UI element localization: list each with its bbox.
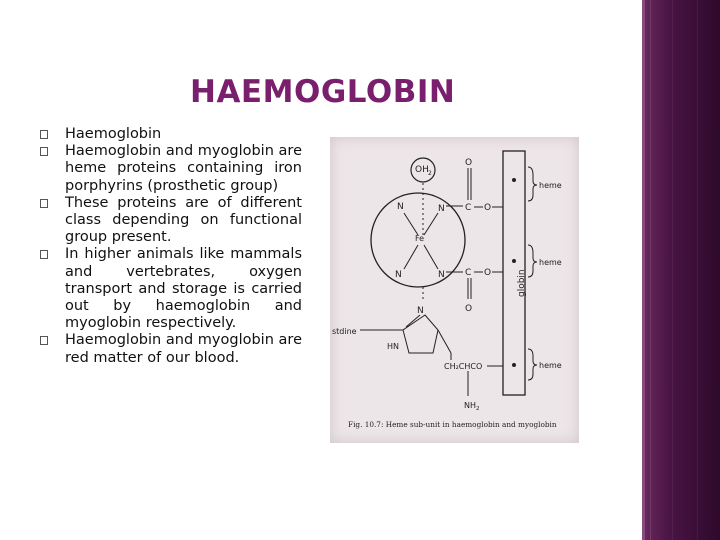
nh2-subscript: 2 [476, 406, 480, 412]
bullet-square-icon [40, 199, 48, 208]
hn-label: HN [387, 342, 399, 351]
nitrogen-label: N [417, 306, 424, 316]
bullet-item [40, 246, 302, 332]
heme-label: heme [539, 361, 562, 370]
bullet-square-icon [40, 130, 48, 139]
chain-dot [512, 178, 516, 182]
imidazole-ring [403, 315, 438, 353]
iron-label: Fe [415, 234, 425, 243]
heme-label: heme [539, 258, 562, 267]
decorative-side-band [642, 0, 720, 540]
heme-label: heme [539, 181, 562, 190]
side-band-stripe [697, 0, 698, 540]
chain-dot [512, 259, 516, 263]
nitrogen-label: N [438, 270, 445, 280]
bullet-item [40, 332, 302, 366]
chain-dot [512, 363, 516, 367]
bullet-text: Haemoglobin and myoglobin are heme proteins containing iron porphyrins (prosthetic group) [65, 143, 302, 194]
bullet-text: These proteins are of different class depending on functional group present. [65, 194, 302, 246]
heme-brace [528, 245, 537, 277]
oh2-label: OH [415, 165, 429, 175]
bullet-item [40, 143, 302, 195]
heme-structure-figure [330, 137, 579, 443]
histidine-label: stdine [332, 327, 357, 336]
bullet-item [40, 126, 302, 143]
oh2-subscript: 2 [428, 170, 432, 177]
bullet-square-icon [40, 336, 48, 345]
carbon-label: C [465, 268, 472, 278]
fe-bond [404, 245, 418, 269]
figure-caption: Fig. 10.7: Heme sub-unit in haemoglobin and myoglobin [348, 420, 557, 429]
slide-title: HAEMOGLOBIN [190, 74, 456, 110]
fe-bond [424, 245, 438, 269]
globin-label: globin [517, 269, 527, 297]
bullet-text: Haemoglobin [65, 126, 162, 142]
bond-line [438, 330, 451, 353]
carbon-label: C [465, 203, 472, 213]
bullet-square-icon [40, 147, 48, 156]
oxygen-label: O [465, 158, 473, 168]
side-band-stripe [650, 0, 651, 540]
bullet-text: Haemoglobin and myoglobin are red matter of our blood. [65, 332, 302, 366]
nitrogen-label: N [397, 202, 404, 212]
oxygen-label: O [484, 203, 492, 213]
heme-diagram [330, 137, 579, 443]
bullet-item [40, 195, 302, 247]
bullet-list [40, 126, 302, 367]
heme-brace [528, 167, 537, 201]
side-band-stripe [672, 0, 673, 540]
oxygen-label: O [484, 268, 492, 278]
bullet-text: In higher animals like mammals and vertebrates, oxygen transport and storage is carried out by haemoglobin and myoglobin respectively. [65, 246, 302, 332]
nitrogen-label: N [438, 204, 445, 214]
fe-bond [404, 213, 418, 235]
bond-line [406, 315, 420, 327]
ch2chco-label: CH₂CHCO [444, 362, 483, 371]
fe-bond [424, 213, 438, 235]
oxygen-label: O [465, 304, 473, 314]
heme-brace [528, 349, 537, 380]
bullet-square-icon [40, 250, 48, 259]
nitrogen-label: N [395, 270, 402, 280]
nh2-label: NH [464, 401, 476, 410]
